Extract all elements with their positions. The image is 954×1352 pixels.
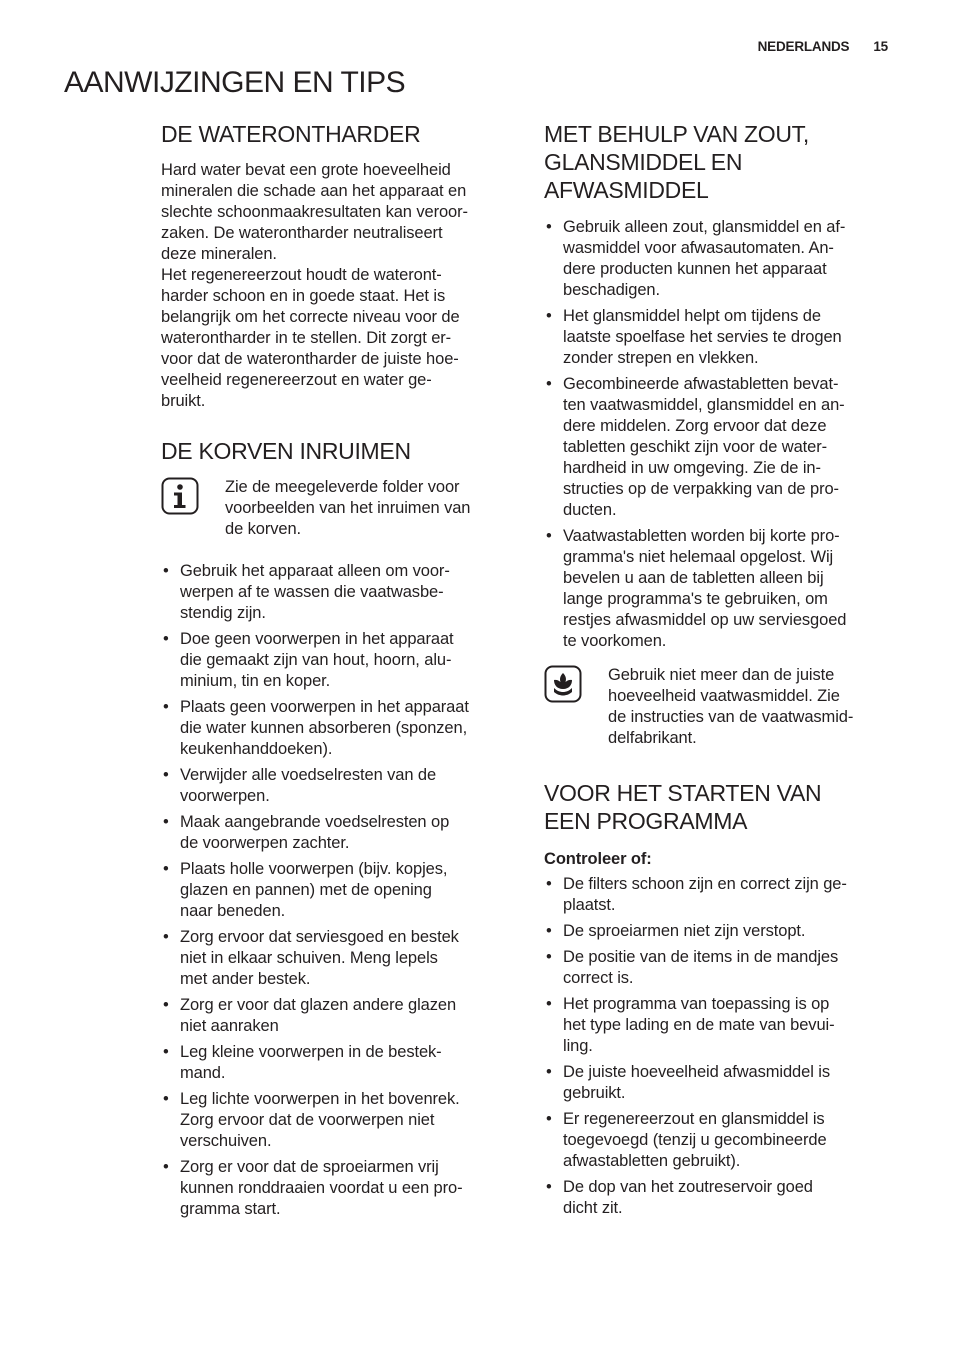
check-label: Controleer of: — [544, 850, 652, 868]
page-title: AANWIJZINGEN EN TIPS — [64, 66, 406, 99]
section-heading: DE KORVEN INRUIMEN — [161, 438, 411, 464]
list-item: • Er regenereerzout en glansmiddel is toegevoegd (tenzij u gecombineerde afwastabletten gebruikt). — [544, 1109, 894, 1172]
list-item: • Leg lichte voorwerpen in het bovenrek. Zorg ervoor dat de voorwerpen niet verschuiven. — [161, 1089, 516, 1152]
section-water-softener — [161, 120, 516, 412]
language-label: NEDERLANDS — [757, 39, 850, 54]
list-item: • De sproeiarmen niet zijn verstopt. — [544, 921, 894, 942]
list-item: • Gecombineerde afwastabletten bevat- ten vaatwasmiddel, glansmiddel en an- dere middelen. Zorg ervoor dat deze tabletten geschikt zijn voor de water- hardheid in uw omgeving. Zie de in- structies op de verpakking van de pro- ducten. — [544, 374, 894, 521]
right-column — [544, 120, 894, 1224]
list-item: • Verwijder alle voedselresten van de voorwerpen. — [161, 765, 516, 807]
list-item: • Doe geen voorwerpen in het apparaat die gemaakt zijn van hout, hoorn, alu- minium, tin en koper. — [161, 629, 516, 692]
environment-tulip-icon — [544, 665, 582, 703]
list-item: • De dop van het zoutreservoir goed dicht zit. — [544, 1177, 894, 1219]
section-heading: VOOR HET STARTEN VAN EEN PROGRAMMA — [544, 780, 822, 834]
section-baskets — [161, 437, 516, 1220]
section-heading: MET BEHULP VAN ZOUT, GLANSMIDDEL EN AFWASMIDDEL — [544, 121, 809, 203]
note-text: Gebruik niet meer dan de juiste hoeveelheid vaatwasmiddel. Zie de instructies van de vaatwasmid- delfabrikant. — [608, 666, 854, 747]
list-item: • Plaats holle voorwerpen (bijv. kopjes, glazen en pannen) met de opening naar beneden. — [161, 859, 516, 922]
checklist — [544, 874, 894, 1219]
paragraph: Hard water bevat een grote hoeveelheid mineralen die schade aan het apparaat en slechte schoonmaakresultaten kan veroor- zaken. De waterontharder neutraliseert deze mineralen. Het regenereerzout houdt de wateront- harder schoon en in goede staat. Het is belangrijk om het correcte niveau voor de waterontharder in te stellen. Dit zorgt er- voor dat de waterontharder de juiste hoe- veelheid regenereerzout en water ge- bruikt. — [161, 161, 468, 410]
detergent-list — [544, 217, 894, 652]
list-item: • Zorg ervoor dat serviesgoed en bestek niet in elkaar schuiven. Meng lepels met ander bestek. — [161, 927, 516, 990]
info-icon — [161, 477, 199, 515]
list-item: • De positie van de items in de mandjes correct is. — [544, 947, 894, 989]
page-header — [758, 39, 888, 54]
list-item: • De juiste hoeveelheid afwasmiddel is gebruikt. — [544, 1062, 894, 1104]
list-item: • Plaats geen voorwerpen in het apparaat die water kunnen absorberen (sponzen, keukenhanddoeken). — [161, 697, 516, 760]
list-item: • Gebruik alleen zout, glansmiddel en af- wasmiddel voor afwasautomaten. An- dere producten kunnen het apparaat beschadigen. — [544, 217, 894, 301]
list-item: • Leg kleine voorwerpen in de bestek- mand. — [161, 1042, 516, 1084]
list-item: • De filters schoon zijn en correct zijn ge- plaatst. — [544, 874, 894, 916]
list-item: • Zorg er voor dat de sproeiarmen vrij kunnen ronddraaien voordat u een pro- gramma start. — [161, 1157, 516, 1220]
list-item: • Zorg er voor dat glazen andere glazen niet aanraken — [161, 995, 516, 1037]
note-text: Zie de meegeleverde folder voor voorbeelden van het inruimen van de korven. — [225, 478, 471, 538]
list-item: • Maak aangebrande voedselresten op de voorwerpen zachter. — [161, 812, 516, 854]
page-number: 15 — [873, 39, 888, 54]
section-heading: DE WATERONTHARDER — [161, 121, 421, 147]
environment-note — [544, 665, 894, 749]
basket-list — [161, 561, 516, 1220]
left-column — [161, 120, 516, 1225]
info-note — [161, 477, 516, 540]
list-item: • Het programma van toepassing is op het type lading en de mate van bevui- ling. — [544, 994, 894, 1057]
section-salt-detergent — [544, 120, 894, 749]
list-item: • Gebruik het apparaat alleen om voor- werpen af te wassen die vaatwasbe- stendig zijn. — [161, 561, 516, 624]
section-before-start — [544, 779, 894, 1219]
list-item: • Het glansmiddel helpt om tijdens de laatste spoelfase het servies te drogen zonder strepen en vlekken. — [544, 306, 894, 369]
list-item: • Vaatwastabletten worden bij korte pro- gramma's niet helemaal opgelost. Wij bevelen u aan de tabletten alleen bij lange programma's te gebruiken, om restjes afwasmiddel op uw serviesgoed te voorkomen. — [544, 526, 894, 652]
